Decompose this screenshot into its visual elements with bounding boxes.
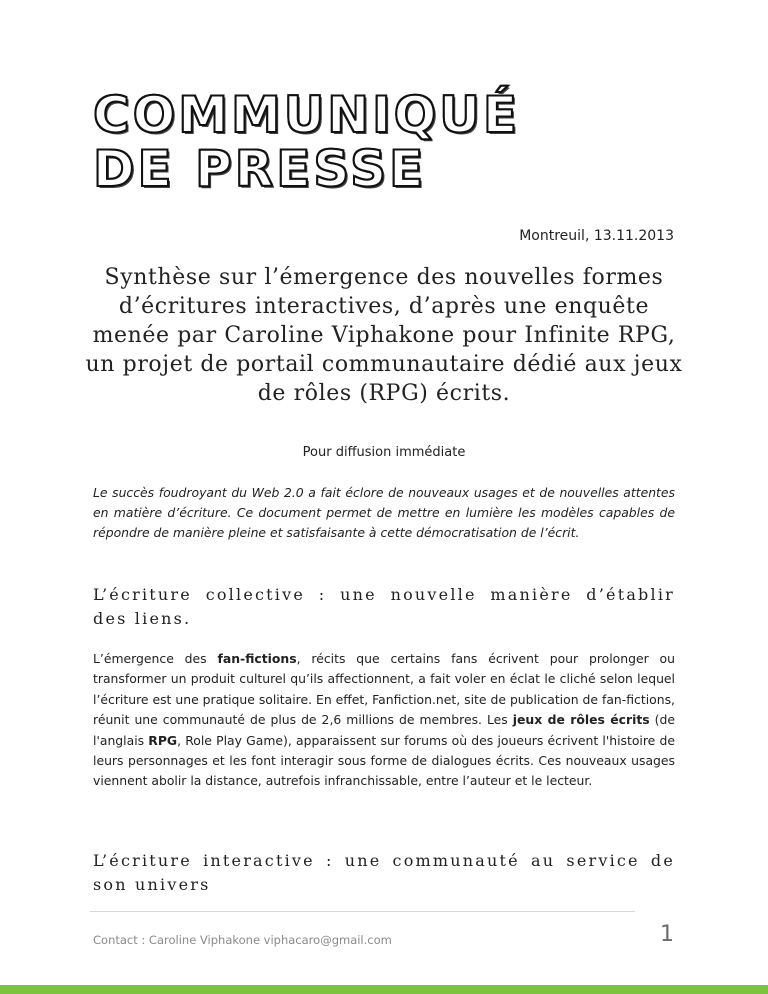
page-title	[93, 88, 693, 196]
para-text-3: (de l'anglais	[93, 712, 675, 748]
body-paragraph	[93, 649, 675, 792]
para-bold-fan-fictions: fan-fictions	[217, 651, 297, 666]
section-heading-interactive: L’écriture interactive : une communauté au service de son univers	[93, 851, 675, 894]
date-location: Montreuil, 13.11.2013	[519, 228, 674, 244]
headline: Synthèse sur l’émergence des nouvelles formes d’écritures interactives, d’après une enquête menée par Caroline Viphakone pour Infinite RPG, un projet de portail communautaire dédié aux jeux de rôles (RPG) écrits.	[85, 265, 683, 406]
section-heading-collective: L’écriture collective : une nouvelle manière d’établir des liens.	[93, 585, 675, 628]
release-note: Pour diffusion immédiate	[302, 445, 466, 460]
title-line-2: DE PRESSE	[93, 140, 427, 198]
para-text-4: , Role Play Game), apparaissent sur forums où des joueurs écrivent l'histoire de leurs personnages et les font interagir sous forme de dialogues écrits. Ces nouveaux usages viennent abolir la distance, autrefois infranchissable, entre l’auteur et le lecteur.	[93, 732, 675, 789]
para-bold-rpg: RPG	[148, 732, 178, 748]
para-bold-jeux-de-roles: jeux de rôles écrits	[512, 712, 650, 728]
title-line-1: COMMUNIQUÉ	[93, 86, 521, 144]
para-text-1: L’émergence des	[93, 651, 218, 666]
footer-divider	[90, 911, 635, 912]
accent-bar	[0, 985, 768, 994]
para-text-2: , récits que certains fans écrivent pour prolonger ou transformer un produit culturel qu’ils affectionnent, a fait voler en éclat le cliché selon lequel l’écriture est une pratique solitaire. En effet, Fanfiction.net, site de publication de fan-fictions, réunit une communauté de plus de 2,6 millions de membres. Les	[93, 651, 675, 728]
intro-paragraph: Le succès foudroyant du Web 2.0 a fait éclore de nouveaux usages et de nouvelles attentes en matière d’écriture. Ce document permet de mettre en lumière les modèles capables de répondre de manière pleine et satisfaisante à cette démocratisation de l’écrit.	[93, 485, 675, 540]
footer-contact: Contact : Caroline Viphakone viphacaro@gmail.com	[93, 933, 392, 947]
page-number: 1	[660, 922, 674, 947]
